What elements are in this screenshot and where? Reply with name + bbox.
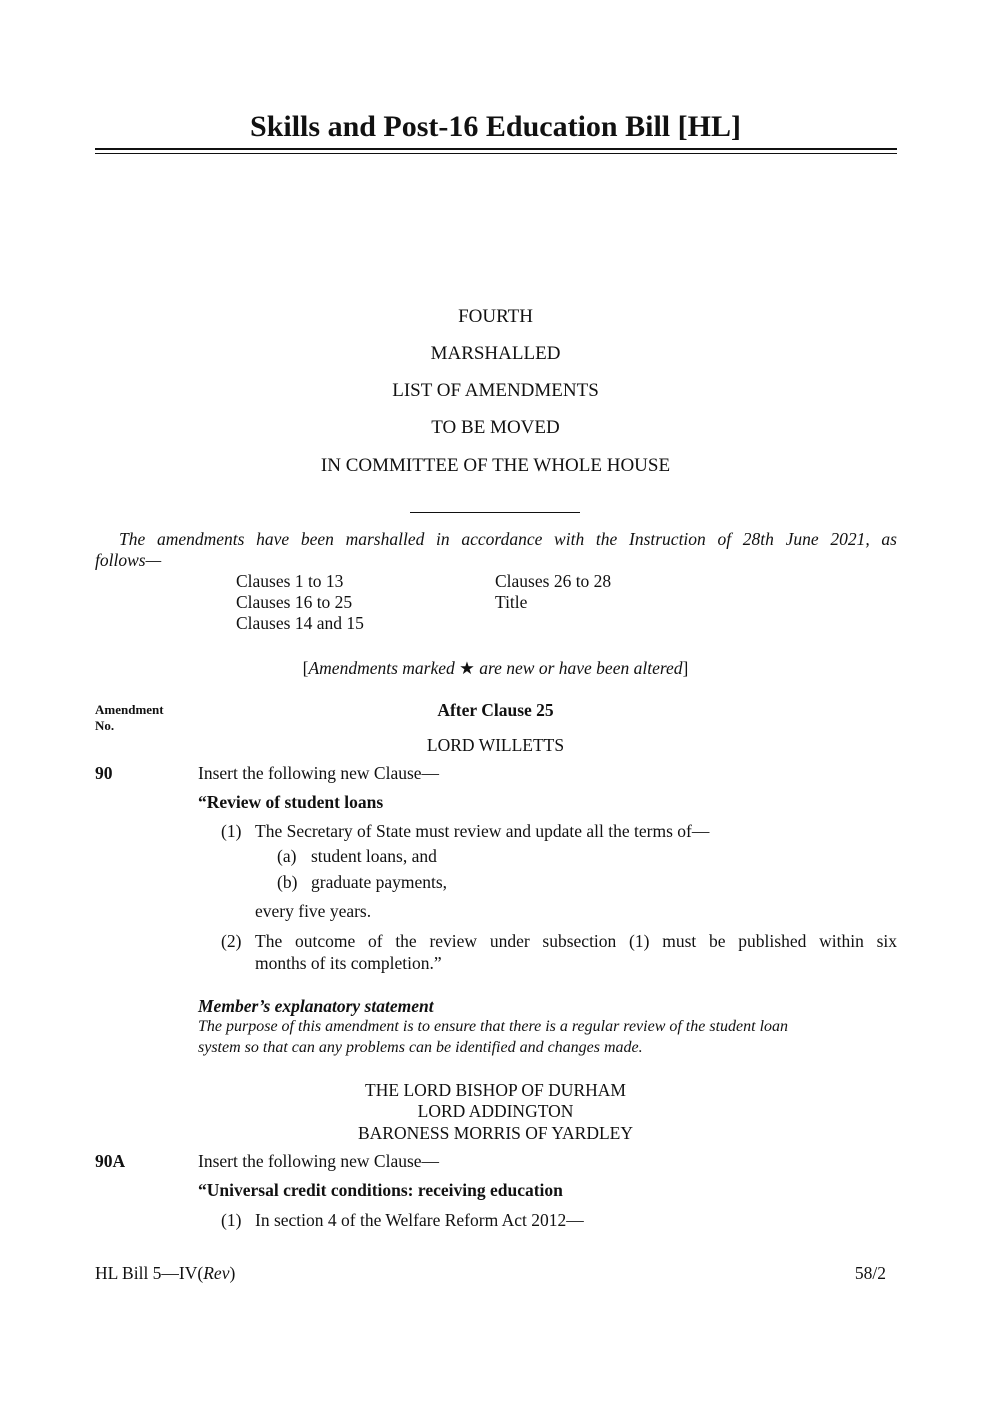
bill-ref-text: ) (229, 1263, 236, 1283)
title-rule-thin (95, 153, 897, 154)
cover-line: LIST OF AMENDMENTS (392, 380, 599, 401)
subsection-text: In section 4 of the Welfare Reform Act 2012— (255, 1210, 584, 1230)
mover-name: THE LORD BISHOP OF DURHAM (365, 1080, 626, 1100)
mover-name: BARONESS MORRIS OF YARDLEY (357, 1123, 634, 1143)
cover-line: FOURTH (458, 306, 533, 327)
star-icon: ★ (459, 658, 475, 678)
bill-ref-rev: Rev (203, 1263, 230, 1283)
clause-title: “Universal credit conditions: receiving education (198, 1180, 563, 1200)
paragraph-number: (a) (277, 846, 297, 866)
subsection-number: (2) (221, 931, 242, 951)
mover-name: LORD ADDINGTON (417, 1101, 574, 1121)
amendment-number: 90A (95, 1151, 126, 1171)
note-text: Amendments marked (308, 658, 455, 678)
subsection-number: (1) (221, 1210, 242, 1230)
note-bracket: ] (682, 658, 689, 678)
separator-rule (410, 512, 580, 513)
cover-line: MARSHALLED (430, 343, 561, 364)
clause-order-item: Clauses 16 to 25 (236, 592, 353, 612)
bill-reference (95, 1263, 235, 1283)
subsection-number: (1) (221, 821, 242, 841)
clause-order-item: Clauses 1 to 13 (236, 571, 344, 591)
cover-line: IN COMMITTEE OF THE WHOLE HOUSE (320, 455, 671, 476)
explanatory-statement: The purpose of this amendment is to ensure that there is a regular review of the student loan (198, 1018, 789, 1035)
document-title: Skills and Post-16 Education Bill [HL] (250, 110, 741, 143)
intro-text (95, 529, 897, 549)
cover-line: TO BE MOVED (431, 417, 560, 438)
clause-order-item: Clauses 14 and 15 (236, 613, 364, 633)
intro-line: follows— (95, 550, 162, 570)
clause-title: “Review of student loans (198, 792, 384, 812)
clause-order-item: Clauses 26 to 28 (495, 571, 612, 591)
subsection-text: The Secretary of State must review and update all the terms of— (255, 821, 710, 841)
page-reference: 58/2 (854, 1263, 886, 1283)
paragraph-number: (b) (277, 872, 298, 892)
note-bracket: [ (302, 658, 309, 678)
note-text: are new or have been altered (479, 658, 683, 678)
bill-ref-text: HL Bill 5—IV( (95, 1263, 204, 1283)
margin-label: No. (95, 718, 115, 733)
intro-line: The amendments have been marshalled in accordance with the Instruction of 28th June 2021, as (119, 529, 897, 549)
margin-label: Amendment (95, 702, 164, 717)
subsection-tail: every five years. (255, 901, 372, 921)
mover-name: LORD WILLETTS (426, 735, 565, 755)
amendment-instruction: Insert the following new Clause— (198, 1151, 440, 1171)
amendment-instruction: Insert the following new Clause— (198, 763, 440, 783)
paragraph-text: graduate payments, (311, 872, 448, 892)
title-rule-thick (95, 148, 897, 150)
explanatory-statement-heading: Member’s explanatory statement (198, 996, 434, 1016)
amendment-number: 90 (95, 763, 113, 783)
subsection-text: months of its completion.” (255, 953, 442, 973)
section-heading: After Clause 25 (437, 700, 554, 720)
subsection-text: The outcome of the review under subsection (1) must be published within six (255, 931, 897, 951)
paragraph-text: student loans, and (311, 846, 437, 866)
clause-order-item: Title (495, 592, 528, 612)
explanatory-statement: system so that can any problems can be identified and changes made. (198, 1039, 643, 1056)
new-amendments-note (0, 658, 991, 678)
